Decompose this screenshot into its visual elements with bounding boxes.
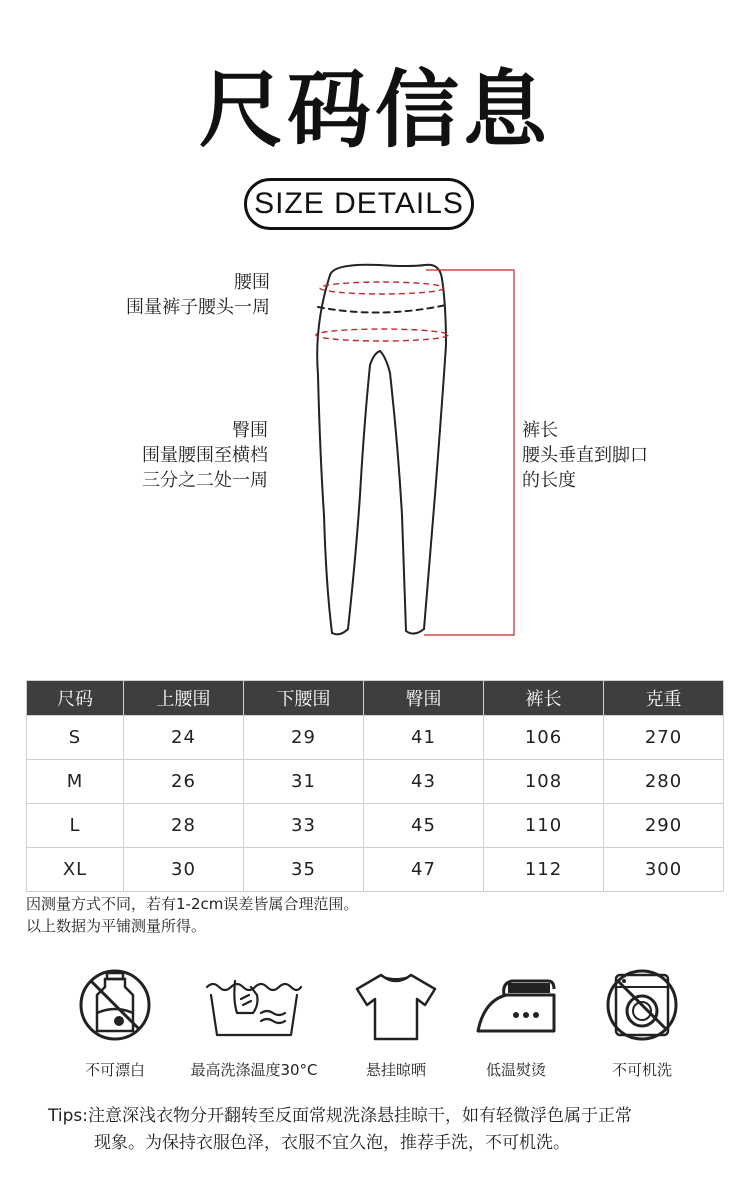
tips-line-2: 现象。为保持衣服色泽，衣服不宜久泡，推荐手洗，不可机洗。: [94, 1133, 570, 1153]
cell-weight: 290: [604, 804, 724, 848]
cell-hip: 43: [364, 760, 484, 804]
col-length: 裤长: [484, 681, 604, 716]
size-details-badge: SIZE DETAILS: [244, 178, 474, 230]
no-bleach-icon: [75, 965, 155, 1045]
measure-marks: [316, 270, 514, 635]
col-upper-waist: 上腰围: [124, 681, 244, 716]
care-tips: [48, 1103, 708, 1157]
cell-size: M: [27, 760, 124, 804]
cell-size: XL: [27, 848, 124, 892]
length-label: [522, 418, 648, 493]
care-wash-30: [179, 965, 329, 1080]
flat-measure-note: 以上数据为平铺测量所得。: [26, 917, 207, 935]
cell-weight: 280: [604, 760, 724, 804]
cell-length: 110: [484, 804, 604, 848]
wash-30-icon: [199, 965, 309, 1045]
cell-lower-waist: 33: [244, 804, 364, 848]
cell-lower-waist: 35: [244, 848, 364, 892]
cell-lower-waist: 29: [244, 716, 364, 760]
cell-weight: 270: [604, 716, 724, 760]
hip-desc-2: 三分之二处一周: [142, 470, 268, 491]
size-table: [26, 680, 724, 892]
length-desc-2: 的长度: [522, 470, 576, 491]
cell-hip: 41: [364, 716, 484, 760]
page-title: 尺码信息: [198, 61, 551, 159]
left-outline: [317, 275, 332, 633]
left-inner: [348, 351, 380, 629]
right-inner: [390, 373, 406, 631]
cell-upper-waist: 24: [124, 716, 244, 760]
col-size: 尺码: [27, 681, 124, 716]
cell-length: 112: [484, 848, 604, 892]
length-desc-1: 腰头垂直到脚口: [522, 445, 648, 466]
hip-label: [142, 418, 268, 493]
hip-desc-1: 围量腰围至横档: [142, 445, 268, 466]
care-no-bleach: [40, 965, 190, 1080]
waist-label: [126, 270, 270, 320]
waist-ellipse: [320, 282, 444, 294]
waist-name: 腰围: [234, 272, 270, 293]
cell-length: 106: [484, 716, 604, 760]
low-iron-icon: [468, 965, 564, 1045]
cell-upper-waist: 30: [124, 848, 244, 892]
cell-size: L: [27, 804, 124, 848]
waistband-top: [330, 265, 442, 279]
cell-upper-waist: 28: [124, 804, 244, 848]
measurement-note: 因测量方式不同，若有1-2cm误差皆属合理范围。: [26, 895, 359, 913]
right-ankle: [406, 629, 424, 634]
care-label: 悬挂晾晒: [365, 1061, 426, 1079]
length-name: 裤长: [522, 420, 558, 441]
no-machine-wash-icon: [602, 965, 682, 1045]
table-row: [27, 848, 724, 892]
crotch: [380, 351, 390, 373]
tips-line-1: Tips:注意深浅衣物分开翻转至反面常规洗涤悬挂晾干，如有轻微浮色属于正常: [48, 1106, 632, 1126]
table-header-row: [27, 681, 724, 716]
cell-hip: 45: [364, 804, 484, 848]
left-ankle: [332, 629, 348, 634]
cell-weight: 300: [604, 848, 724, 892]
hip-name: 臀围: [232, 420, 268, 441]
leggings-diagram: [290, 255, 530, 645]
table-row: [27, 804, 724, 848]
cell-length: 108: [484, 760, 604, 804]
col-weight: 克重: [604, 681, 724, 716]
cell-size: S: [27, 716, 124, 760]
table-row: [27, 760, 724, 804]
cell-hip: 47: [364, 848, 484, 892]
hip-ellipse: [316, 329, 448, 341]
cell-upper-waist: 26: [124, 760, 244, 804]
col-hip: 臀围: [364, 681, 484, 716]
cell-lower-waist: 31: [244, 760, 364, 804]
care-no-machine-wash: [567, 965, 717, 1080]
care-label: 不可机洗: [611, 1061, 672, 1079]
col-lower-waist: 下腰围: [244, 681, 364, 716]
waist-desc: 围量裤子腰头一周: [126, 297, 270, 318]
care-label: 低温熨烫: [485, 1061, 546, 1079]
care-label: 不可漂白: [84, 1061, 145, 1079]
care-label: 最高洗涤温度30°C: [190, 1061, 318, 1079]
hang-dry-icon: [351, 965, 441, 1045]
waistband-seam: [318, 305, 446, 313]
table-row: [27, 716, 724, 760]
